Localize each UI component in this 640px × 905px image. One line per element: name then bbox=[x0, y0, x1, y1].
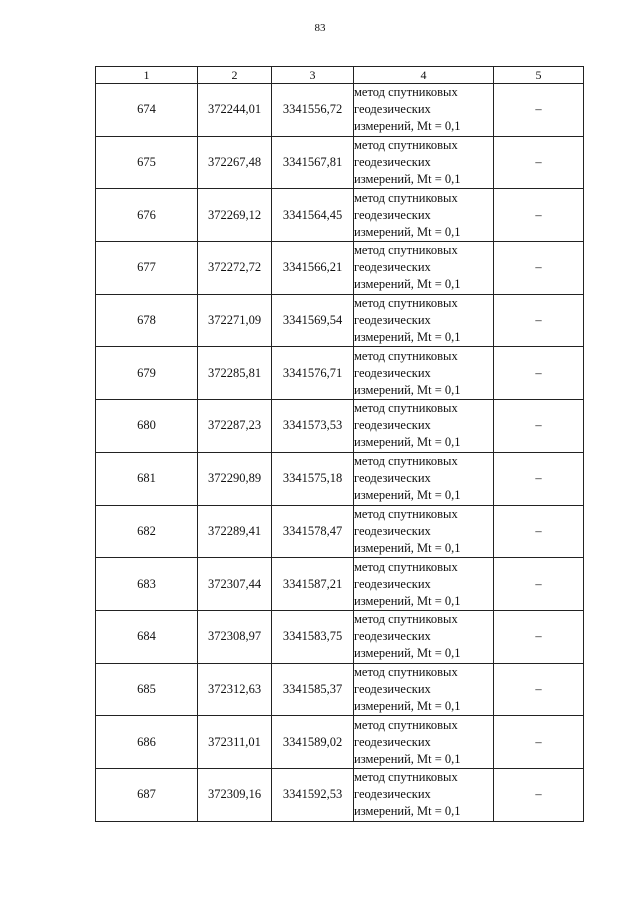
method-line: измерений, Mt = 0,1 bbox=[354, 172, 461, 187]
column-header: 3 bbox=[272, 67, 354, 84]
method-cell bbox=[354, 242, 494, 295]
coordinate-y: 3341564,45 bbox=[272, 189, 354, 242]
table-row bbox=[96, 189, 584, 242]
table-row bbox=[96, 716, 584, 769]
coordinate-y: 3341583,75 bbox=[272, 610, 354, 663]
point-number: 674 bbox=[96, 84, 198, 137]
method-cell bbox=[354, 716, 494, 769]
point-number: 687 bbox=[96, 768, 198, 821]
accuracy-cell: – bbox=[494, 663, 584, 716]
accuracy-cell: – bbox=[494, 400, 584, 453]
accuracy-cell: – bbox=[494, 189, 584, 242]
method-line: метод спутниковых bbox=[354, 612, 458, 627]
method-line: измерений, Mt = 0,1 bbox=[354, 751, 461, 766]
point-number: 677 bbox=[96, 242, 198, 295]
coordinate-x: 372285,81 bbox=[198, 347, 272, 400]
column-header: 4 bbox=[354, 67, 494, 84]
method-cell bbox=[354, 452, 494, 505]
method-line: измерений, Mt = 0,1 bbox=[354, 488, 461, 503]
coordinate-y: 3341575,18 bbox=[272, 452, 354, 505]
method-cell bbox=[354, 768, 494, 821]
method-line: метод спутниковых bbox=[354, 296, 458, 311]
accuracy-cell: – bbox=[494, 716, 584, 769]
method-cell bbox=[354, 294, 494, 347]
coordinate-x: 372244,01 bbox=[198, 84, 272, 137]
method-line: измерений, Mt = 0,1 bbox=[354, 277, 461, 292]
method-line: геодезических bbox=[354, 313, 431, 328]
point-number: 681 bbox=[96, 452, 198, 505]
coordinate-y: 3341567,81 bbox=[272, 136, 354, 189]
method-line: измерений, Mt = 0,1 bbox=[354, 804, 461, 819]
method-line: метод спутниковых bbox=[354, 243, 458, 258]
method-line: измерений, Mt = 0,1 bbox=[354, 646, 461, 661]
method-line: метод спутниковых bbox=[354, 348, 458, 363]
table-row bbox=[96, 84, 584, 137]
table-row bbox=[96, 294, 584, 347]
method-line: измерений, Mt = 0,1 bbox=[354, 698, 461, 713]
method-cell bbox=[354, 347, 494, 400]
method-line: геодезических bbox=[354, 102, 431, 117]
method-line: геодезических bbox=[354, 734, 431, 749]
table-row bbox=[96, 505, 584, 558]
method-cell bbox=[354, 610, 494, 663]
header-row bbox=[96, 67, 584, 84]
accuracy-cell: – bbox=[494, 610, 584, 663]
method-line: геодезических bbox=[354, 260, 431, 275]
method-cell bbox=[354, 663, 494, 716]
method-line: измерений, Mt = 0,1 bbox=[354, 330, 461, 345]
method-line: метод спутниковых bbox=[354, 717, 458, 732]
coordinate-y: 3341569,54 bbox=[272, 294, 354, 347]
coordinate-y: 3341585,37 bbox=[272, 663, 354, 716]
method-line: измерений, Mt = 0,1 bbox=[354, 224, 461, 239]
table-row bbox=[96, 768, 584, 821]
method-line: измерений, Mt = 0,1 bbox=[354, 382, 461, 397]
column-header: 5 bbox=[494, 67, 584, 84]
method-line: измерений, Mt = 0,1 bbox=[354, 593, 461, 608]
accuracy-cell: – bbox=[494, 84, 584, 137]
accuracy-cell: – bbox=[494, 294, 584, 347]
method-line: измерений, Mt = 0,1 bbox=[354, 435, 461, 450]
coordinate-y: 3341592,53 bbox=[272, 768, 354, 821]
method-cell bbox=[354, 84, 494, 137]
column-header: 1 bbox=[96, 67, 198, 84]
method-line: метод спутниковых bbox=[354, 770, 458, 785]
method-line: геодезических bbox=[354, 576, 431, 591]
point-number: 678 bbox=[96, 294, 198, 347]
coordinate-x: 372272,72 bbox=[198, 242, 272, 295]
accuracy-cell: – bbox=[494, 505, 584, 558]
coordinates-table bbox=[95, 66, 584, 822]
accuracy-cell: – bbox=[494, 452, 584, 505]
method-line: метод спутниковых bbox=[354, 401, 458, 416]
method-line: геодезических bbox=[354, 523, 431, 538]
coordinate-x: 372309,16 bbox=[198, 768, 272, 821]
method-cell bbox=[354, 189, 494, 242]
method-line: геодезических bbox=[354, 681, 431, 696]
point-number: 679 bbox=[96, 347, 198, 400]
page-number: 83 bbox=[314, 22, 326, 34]
method-line: геодезических bbox=[354, 418, 431, 433]
method-line: метод спутниковых bbox=[354, 506, 458, 521]
coordinate-x: 372269,12 bbox=[198, 189, 272, 242]
method-line: геодезических bbox=[354, 365, 431, 380]
column-header: 2 bbox=[198, 67, 272, 84]
method-line: геодезических bbox=[354, 629, 431, 644]
table-row bbox=[96, 558, 584, 611]
accuracy-cell: – bbox=[494, 558, 584, 611]
coordinate-y: 3341566,21 bbox=[272, 242, 354, 295]
coordinate-x: 372312,63 bbox=[198, 663, 272, 716]
accuracy-cell: – bbox=[494, 347, 584, 400]
coordinate-x: 372289,41 bbox=[198, 505, 272, 558]
point-number: 676 bbox=[96, 189, 198, 242]
coordinate-x: 372307,44 bbox=[198, 558, 272, 611]
method-line: геодезических bbox=[354, 787, 431, 802]
coordinate-x: 372290,89 bbox=[198, 452, 272, 505]
method-line: измерений, Mt = 0,1 bbox=[354, 119, 461, 134]
method-line: метод спутниковых bbox=[354, 454, 458, 469]
method-cell bbox=[354, 136, 494, 189]
coordinate-y: 3341578,47 bbox=[272, 505, 354, 558]
table-row bbox=[96, 452, 584, 505]
point-number: 682 bbox=[96, 505, 198, 558]
point-number: 675 bbox=[96, 136, 198, 189]
method-cell bbox=[354, 505, 494, 558]
coordinate-y: 3341589,02 bbox=[272, 716, 354, 769]
method-cell bbox=[354, 558, 494, 611]
method-line: геодезических bbox=[354, 207, 431, 222]
coordinate-x: 372287,23 bbox=[198, 400, 272, 453]
point-number: 683 bbox=[96, 558, 198, 611]
point-number: 680 bbox=[96, 400, 198, 453]
coordinate-y: 3341587,21 bbox=[272, 558, 354, 611]
accuracy-cell: – bbox=[494, 136, 584, 189]
point-number: 686 bbox=[96, 716, 198, 769]
point-number: 685 bbox=[96, 663, 198, 716]
method-line: метод спутниковых bbox=[354, 559, 458, 574]
table-row bbox=[96, 242, 584, 295]
method-cell bbox=[354, 400, 494, 453]
method-line: геодезических bbox=[354, 155, 431, 170]
method-line: измерений, Mt = 0,1 bbox=[354, 540, 461, 555]
coordinate-x: 372311,01 bbox=[198, 716, 272, 769]
table-row bbox=[96, 136, 584, 189]
method-line: геодезических bbox=[354, 471, 431, 486]
coordinate-y: 3341573,53 bbox=[272, 400, 354, 453]
table-row bbox=[96, 663, 584, 716]
point-number: 684 bbox=[96, 610, 198, 663]
coordinate-x: 372308,97 bbox=[198, 610, 272, 663]
method-line: метод спутниковых bbox=[354, 664, 458, 679]
method-line: метод спутниковых bbox=[354, 190, 458, 205]
accuracy-cell: – bbox=[494, 768, 584, 821]
coordinate-y: 3341576,71 bbox=[272, 347, 354, 400]
coordinate-x: 372271,09 bbox=[198, 294, 272, 347]
coordinate-x: 372267,48 bbox=[198, 136, 272, 189]
table-row bbox=[96, 400, 584, 453]
table-row bbox=[96, 347, 584, 400]
coordinate-y: 3341556,72 bbox=[272, 84, 354, 137]
method-line: метод спутниковых bbox=[354, 85, 458, 100]
accuracy-cell: – bbox=[494, 242, 584, 295]
method-line: метод спутниковых bbox=[354, 138, 458, 153]
table-row bbox=[96, 610, 584, 663]
